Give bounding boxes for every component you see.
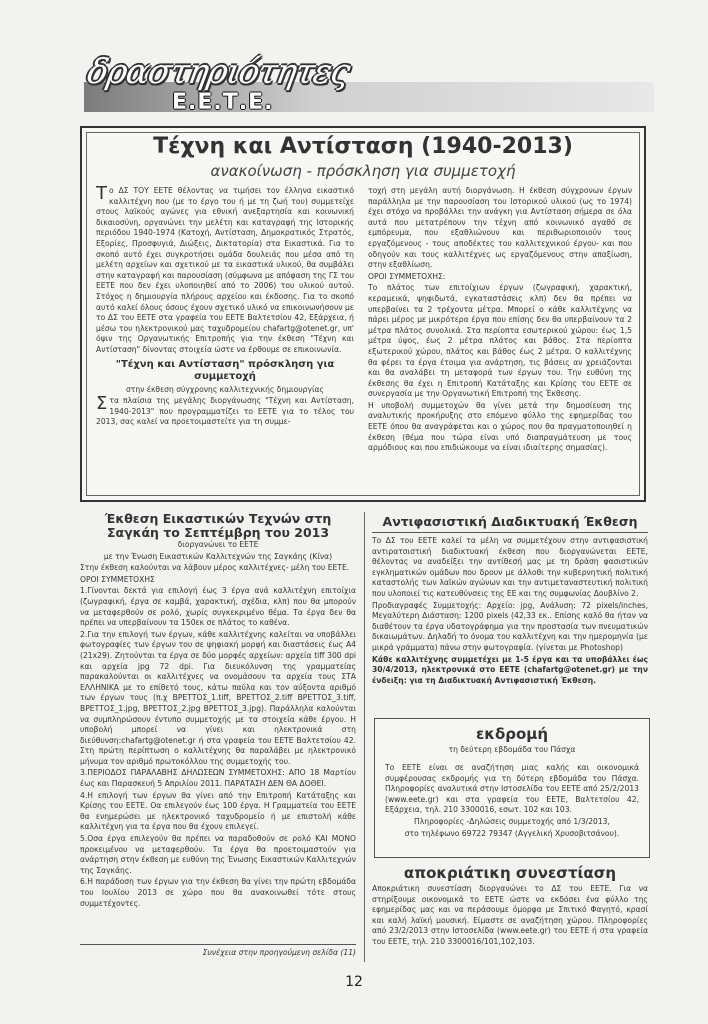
column-divider — [364, 512, 365, 962]
excursion-title: εκδρομή — [475, 725, 549, 743]
shanghai-intro: Στην έκθεση καλούνται να λάβουν μέρος καλλιτέχνες- μέλη του ΕΕΤΕ. — [80, 563, 350, 573]
shanghai-term-1: 1.Γίνονται δεκτά για επιλογή έως 3 έργα ανά καλλιτέχνη επιτοίχια (ζωγραφική, έργα σε καμβά, χαρακτική, σχέδια, κλπ) που θα μπορούν να μεταφερθούν σε ρολό, χωρίς συγκεκριμένο θέμα. Τα έργα δεν θα πρέπει να υπερβαίνουν τα 150εκ σε πλάτος το καθένα. — [80, 586, 356, 628]
banner-logo: δραστηριότητες — [84, 52, 353, 92]
excursion-subtitle: τη δεύτερη εβδομάδα του Πάσχα — [448, 745, 576, 754]
feature-left-subhead-2: στην έκθεση σύγχρονης καλλιτεχνικής δημιουργίας — [125, 384, 325, 394]
party-body — [372, 884, 648, 949]
feature-right-paragraph-3: Η υποβολή συμμετοχών θα γίνει μετά την δημοσίευση της αναλυτικής προκήρυξης στο επόμενο φύλλο της εφημερίδας του ΕΕΤΕ όπου θα αναγράφεται και ο χώρος που θα πραγματοποιηθεί η έκθεση (θέμα που τώρα είναι υπό διαπραγμάτευση με τους αρμόδιους και που επιδιώκουμε να είναι ιδιαίτερης σημασίας). — [368, 400, 632, 453]
shanghai-term-6: 6.Η παράδοση των έργων για την έκθεση θα γίνει την πρώτη εβδομάδα του Ιουλίου 2013 σε χώρο που θα ανακοινωθεί τότε στους συμμετέχοντες. — [80, 877, 356, 908]
antifascist-paragraph-1: Το ΔΣ του ΕΕΤΕ καλεί τα μέλη να συμμετέχουν στην αντιφασιστική αντιρατσιστική διαδικτυακή έκθεση που διοργανώνεται ΕΕΤΕ, θέλοντας να αναδείξει την αντίθεσή μας με τη δράση φασιστικών εγκληματικών ομάδων που δρουν με άλλοθι την κυβερνητική πολιτική καταστολής των λαϊκών αγώνων και την αντιμεταναστευτική πολιτική που υλοποιεί τις κατευθύνσεις της ΕΕ και της συμφωνίας Δουβλίνο 2. — [372, 536, 648, 598]
banner-org: Ε.Ε.Τ.Ε. — [172, 90, 274, 115]
shanghai-bottom-rule — [80, 944, 356, 945]
excursion-body — [385, 763, 639, 840]
section-banner — [84, 48, 654, 120]
feature-left-subhead: "Τέχνη και Αντίσταση" πρόσκληση για συμμετοχή — [115, 358, 335, 382]
shanghai-line-2: με την Ένωση Εικαστικών Καλλιτεχνών της Σαγκάης (Κίνα) — [103, 551, 333, 561]
feature-right-paragraph-1: τοχή στη μεγάλη αυτή διοργάνωση. Η έκθεση σύγχρονων έργων παράλληλα με την παρουσίαση του Ιστορικού υλικού (ως το 1974) έχει στόχο να προβάλλει την ανάγκη για Αντίσταση σήμερα σε όλα αυτά που μετατρέπουν την τέχνη από κοινωνικό αγαθό σε εμπόρευμα, που εξαθλιώνουν και περιθωριοποιούν τους εργαζόμενους - τους αποδέκτες του καλλιτεχνικού έργου- και που οδηγούν και τους καλλιτέχνες ως εργαζόμενους στην απαξίωση, στην εξαθλίωση. — [368, 186, 632, 270]
shanghai-title: Έκθεση Εικαστικών Τεχνών στη Σαγκάη το Σεπτέμβρη του 2013 — [104, 511, 332, 540]
excursion-paragraph-2: Πληροφορίες -Δηλώσεις συμμετοχής από 1/3/2013, — [414, 816, 610, 826]
feature-title: Τέχνη και Αντίσταση (1940-2013) — [153, 134, 573, 159]
continued-note: Συνέχεια στην προηγούμενη σελίδα (11) — [202, 948, 356, 957]
feature-frame — [80, 126, 646, 502]
excursion-paragraph-1: Το ΕΕΤΕ είναι σε αναζήτηση μιας καλής και οικονομικά συμφέρουσας εκδρομής για τη δύτερη εβδομάδα του Πάσχα. Πληροφορίες αναλυτικά στην Ιστοσελίδα του ΕΕΤΕ από 25/2/2013 (www.eete.gr) και στα γραφεία του ΕΕΤΕ, Βαλτετσίου 42, Εξάρχεια, τηλ. 210 3300016, εσωτ. 102 και 103. — [385, 763, 639, 815]
shanghai-term-2: 2.Για την επιλογή των έργων, κάθε καλλιτέχνης καλείται να υποβάλλει φωτογραφίες των έργων του σε ψηφιακή μορφή και διαστάσεις έως Α4 (21x29). Ζητούνται τα έργα σε δύο μορφές αρχείων: αρχεία tiff 300 dpi και αρχεία jpg 72 dpi. Για διευκόλυνση της γραμματείας παρακαλούνται οι καλλιτέχνες να ονομάσουν τα αρχεία τους ΣΤΑ ΕΛΛΗΝΙΚΑ με το επίθετό τους, κάτω παύλα και τον αύξοντα αριθμό των έργων τους (π.χ ΒΡΕΤΤΟΣ_1.tiff, ΒΡΕΤΤΟΣ_2.tiff ΒΡΕΤΤΟΣ_3.tiff, ΒΡΕΤΤΟΣ_1.jpg, ΒΡΕΤΤΟΣ_2.jpg ΒΡΕΤΤΟΣ_3.jpg). Παράλληλα καλούνται να συμπληρώσουν έντυπο συμμετοχής με τα στοιχεία κάθε έργου. Η υποβολή μπορεί να γίνει και ηλεκτρονικά στη διεύθυνση:chafartg@otenet.gr ή στα γραφεία του ΕΕΤΕ Βαλτετσίου 42. Στη πρώτη περίπτωση ο καλλιτέχνης θα παραλάβει με ηλεκτρονικό μήνυμα τον αριθμό πρωτοκόλλου της συμμετοχής του. — [80, 629, 356, 766]
feature-left-paragraph-1: Το ΔΣ ΤΟΥ ΕΕΤΕ θέλοντας να τιμήσει τον έλληνα εικαστικό καλλιτέχνη που (με το έργο του ή με τη ζωή του) συμμετείχε στους λαϊκούς αγώνες για εθνική ανεξαρτησία και κοινωνική δικαιοσύνη, οργανώνει την μελέτη και καταγραφή της Ιστορικής περιόδου 1940-1974 (Κατοχή, Αντίσταση, Δημοκρατικός Στρατός, Εξορίες, Προσφυγιά, Διώξεις, Δικτατορία) στα Εικαστικά. Για το σκοπό αυτό έχει συγκροτήσει ομάδα δουλειάς που μέσα από τη μελέτη αρχείων και σχετικού με τα εικαστικά υλικού, θα συμβάλει στην καταγραφή και παρουσίαση (σύμφωνα με απόφαση της ΓΣ του ΕΕΤΕ που δεν έχει υλοποιηθεί από το 2006) του υλικού αυτού. Στόχος η δημιουργία πλήρους αρχείου και έκδοσης. Για το σκοπό αυτό καλεί όλους όσους έχουν σχετικό υλικό να επικοινωνήσουν με το ΔΣ του ΕΕΤΕ στα γραφεία του ΕΕΤΕ Βαλτετσίου 42, Εξάρχεια, ή μέσω του ηλεκτρονικού μας ταχυδρομείου chafartg@otenet.gr, υπ' όψιν της Οργανωτικής Επιτροπής για την έκθεση "Τέχνη και Αντίσταση" δίνοντας στοιχεία ώστε να έρθουμε σε επικοινωνία. — [96, 183, 354, 354]
feature-right-heading: ΟΡΟΙ ΣΥΜΜΕΤΟΧΗΣ: — [368, 271, 446, 281]
feature-right-column — [368, 186, 632, 455]
antifascist-rule — [372, 532, 648, 533]
antifascist-title: Αντιφασιστική Διαδικτυακή Έκθεση — [382, 514, 638, 529]
shanghai-line-1: διοργανώνει το ΕΕΤΕ — [177, 540, 259, 549]
shanghai-article — [80, 540, 356, 910]
antifascist-article — [372, 536, 648, 687]
shanghai-term-3: 3.ΠΕΡΙΟΔΟΣ ΠΑΡΑΛΑΒΗΣ ΔΗΛΩΣΕΩΝ ΣΥΜΜΕΤΟΧΗΣ: ΑΠΟ 18 Μαρτίου έως και Παρασκευή 5 Απριλίου 2011. ΠΑΡΑΤΑΣΗ ΔΕΝ ΘΑ ΔΟΘΕΙ. — [80, 768, 356, 789]
page-number: 12 — [345, 974, 363, 990]
feature-left-paragraph-2: Στα πλαίσια της μεγάλης διοργάνωσης "Τέχνη και Αντίσταση, 1940-2013" που προγραμματίζει το ΕΕΤΕ για το τέλος του 2013, σας καλεί να προετοιμαστείτε για τη συμμε- — [96, 393, 354, 427]
party-title: αποκριάτικη συνεστίαση — [403, 864, 617, 882]
feature-right-paragraph-2: Το πλάτος των επιτοίχιων έργων (ζωγραφική, χαρακτική, κεραμεικά, ψηφιδωτά, εγκαταστάσεις κλπ) δεν θα πρέπει να υπερβαίνει τα 2 τρέχοντα μέτρα. Μπορεί ο κάθε καλλιτέχνης να πάρει μέρος με μικρότερα έργα που επίσης δεν θα υπερβαίνουν τα 2 μέτρα πλάτος συνολικά. Στα περίοπτα εσωτερικού χώρου: έως 1,5 μέτρα ύψος, έως 2 μέτρα πλάτος και βάθος. Στα περίοπτα εξωτερικού χώρου, πλάτος και βάθος έως 2 μέτρα. Ο καλλιτέχνης θα φέρει τα έργα έτοιμα για ανάρτηση, τις βάσεις αν χρειάζονται και θα αναλάβει τη μεταφορά των έργων του. Την ευθύνη της έκθεσης θα έχει η Επιτροπή Κατάταξης και Κρίσης του ΕΕΤΕ σε συνεργασία με την Οργανωτική Επιτροπή της Έκθεσης. — [368, 283, 632, 399]
party-paragraph-1: Αποκριάτικη συνεστίαση διοργανώνει το ΔΣ του ΕΕΤΕ. Για να στηρίξουμε οικονομικά το ΕΕΤΕ ώστε να εκδόσει ένα φύλλο της εφημερίδας μας και να περάσουμε όμορφα με Σπιτικό Φαγητό, κρασί και καλή λαϊκή μουσική. Είμαστε σε αναζήτηση χώρου. Πληροφορίες από 23/2/2013 στην Ιστοσελίδα (www.eete.gr) του ΕΕΤΕ ή στα γραφεία του ΕΕΤΕ, τηλ. 210 3300016/101,102,103. — [372, 884, 648, 946]
excursion-box — [374, 718, 650, 858]
shanghai-heading: ΟΡΟΙ ΣΥΜΜΕΤΟΧΗΣ — [80, 574, 155, 584]
shanghai-term-4: 4.Η επιλογή των έργων θα γίνει από την Επιτροπή Κατάταξης και Κρίσης του ΕΕΤΕ. Οα επιλεγούν έως 100 έργα. Η Γραμματεία του ΕΕΤΕ θα ενημερώσει με ηλεκτρονικό ταχυδρομείο ή με επιστολή κάθε καλλιτέχνη για τα έργα που θα έχουν επιλεγεί. — [80, 790, 356, 832]
shanghai-term-5: 5.Οσα έργα επιλεγούν θα πρέπει να παραδοθούν σε ρολό ΚΑΙ ΜΟΝΟ προκειμένου να μεταφερθούν. Τα έργα θα προετοιμαστούν για ανάρτηση στην έκθεση με ευθύνη της Ένωσης Εικαστικών Καλλιτεχνών της Σαγκάης. — [80, 834, 356, 875]
antifascist-paragraph-3: Κάθε καλλιτέχνης συμμετέχει με 1-5 έργα και τα υποβάλλει έως 30/4/2013, ηλεκτρονικά στο ΕΕΤΕ (chafartg@otenet.gr) με την ένδειξη: για τη Διαδικτυακή Αντιφασιστική Έκθεση. — [372, 654, 648, 685]
excursion-paragraph-3: στο τηλέφωνο 69722 79347 (Αγγελική Χρυσοβιτσάνου). — [404, 828, 620, 838]
feature-left-column — [96, 183, 354, 429]
feature-subtitle: ανακοίνωση - πρόσκληση για συμμετοχή — [210, 162, 516, 180]
antifascist-paragraph-2: Προδιαγραφές Συμμετοχής: Αρχείο: jpg, Ανάλυση: 72 pixels/inches, Μεγαλύτερη Διάσταση: 1200 pixels (42,33 εκ.. Επίσης καλό θα ήταν να διαθέτουν τα έργα υδατογράφημα για την προστασία των πνευματικών δικαιωμάτων. Δηλαδή το όνομα του καλλιτέχνη και την ημερομηνία (με μικρά γράμματα) πάνω στην φωτογραφία. (γίνεται με Photoshop) — [372, 600, 648, 652]
